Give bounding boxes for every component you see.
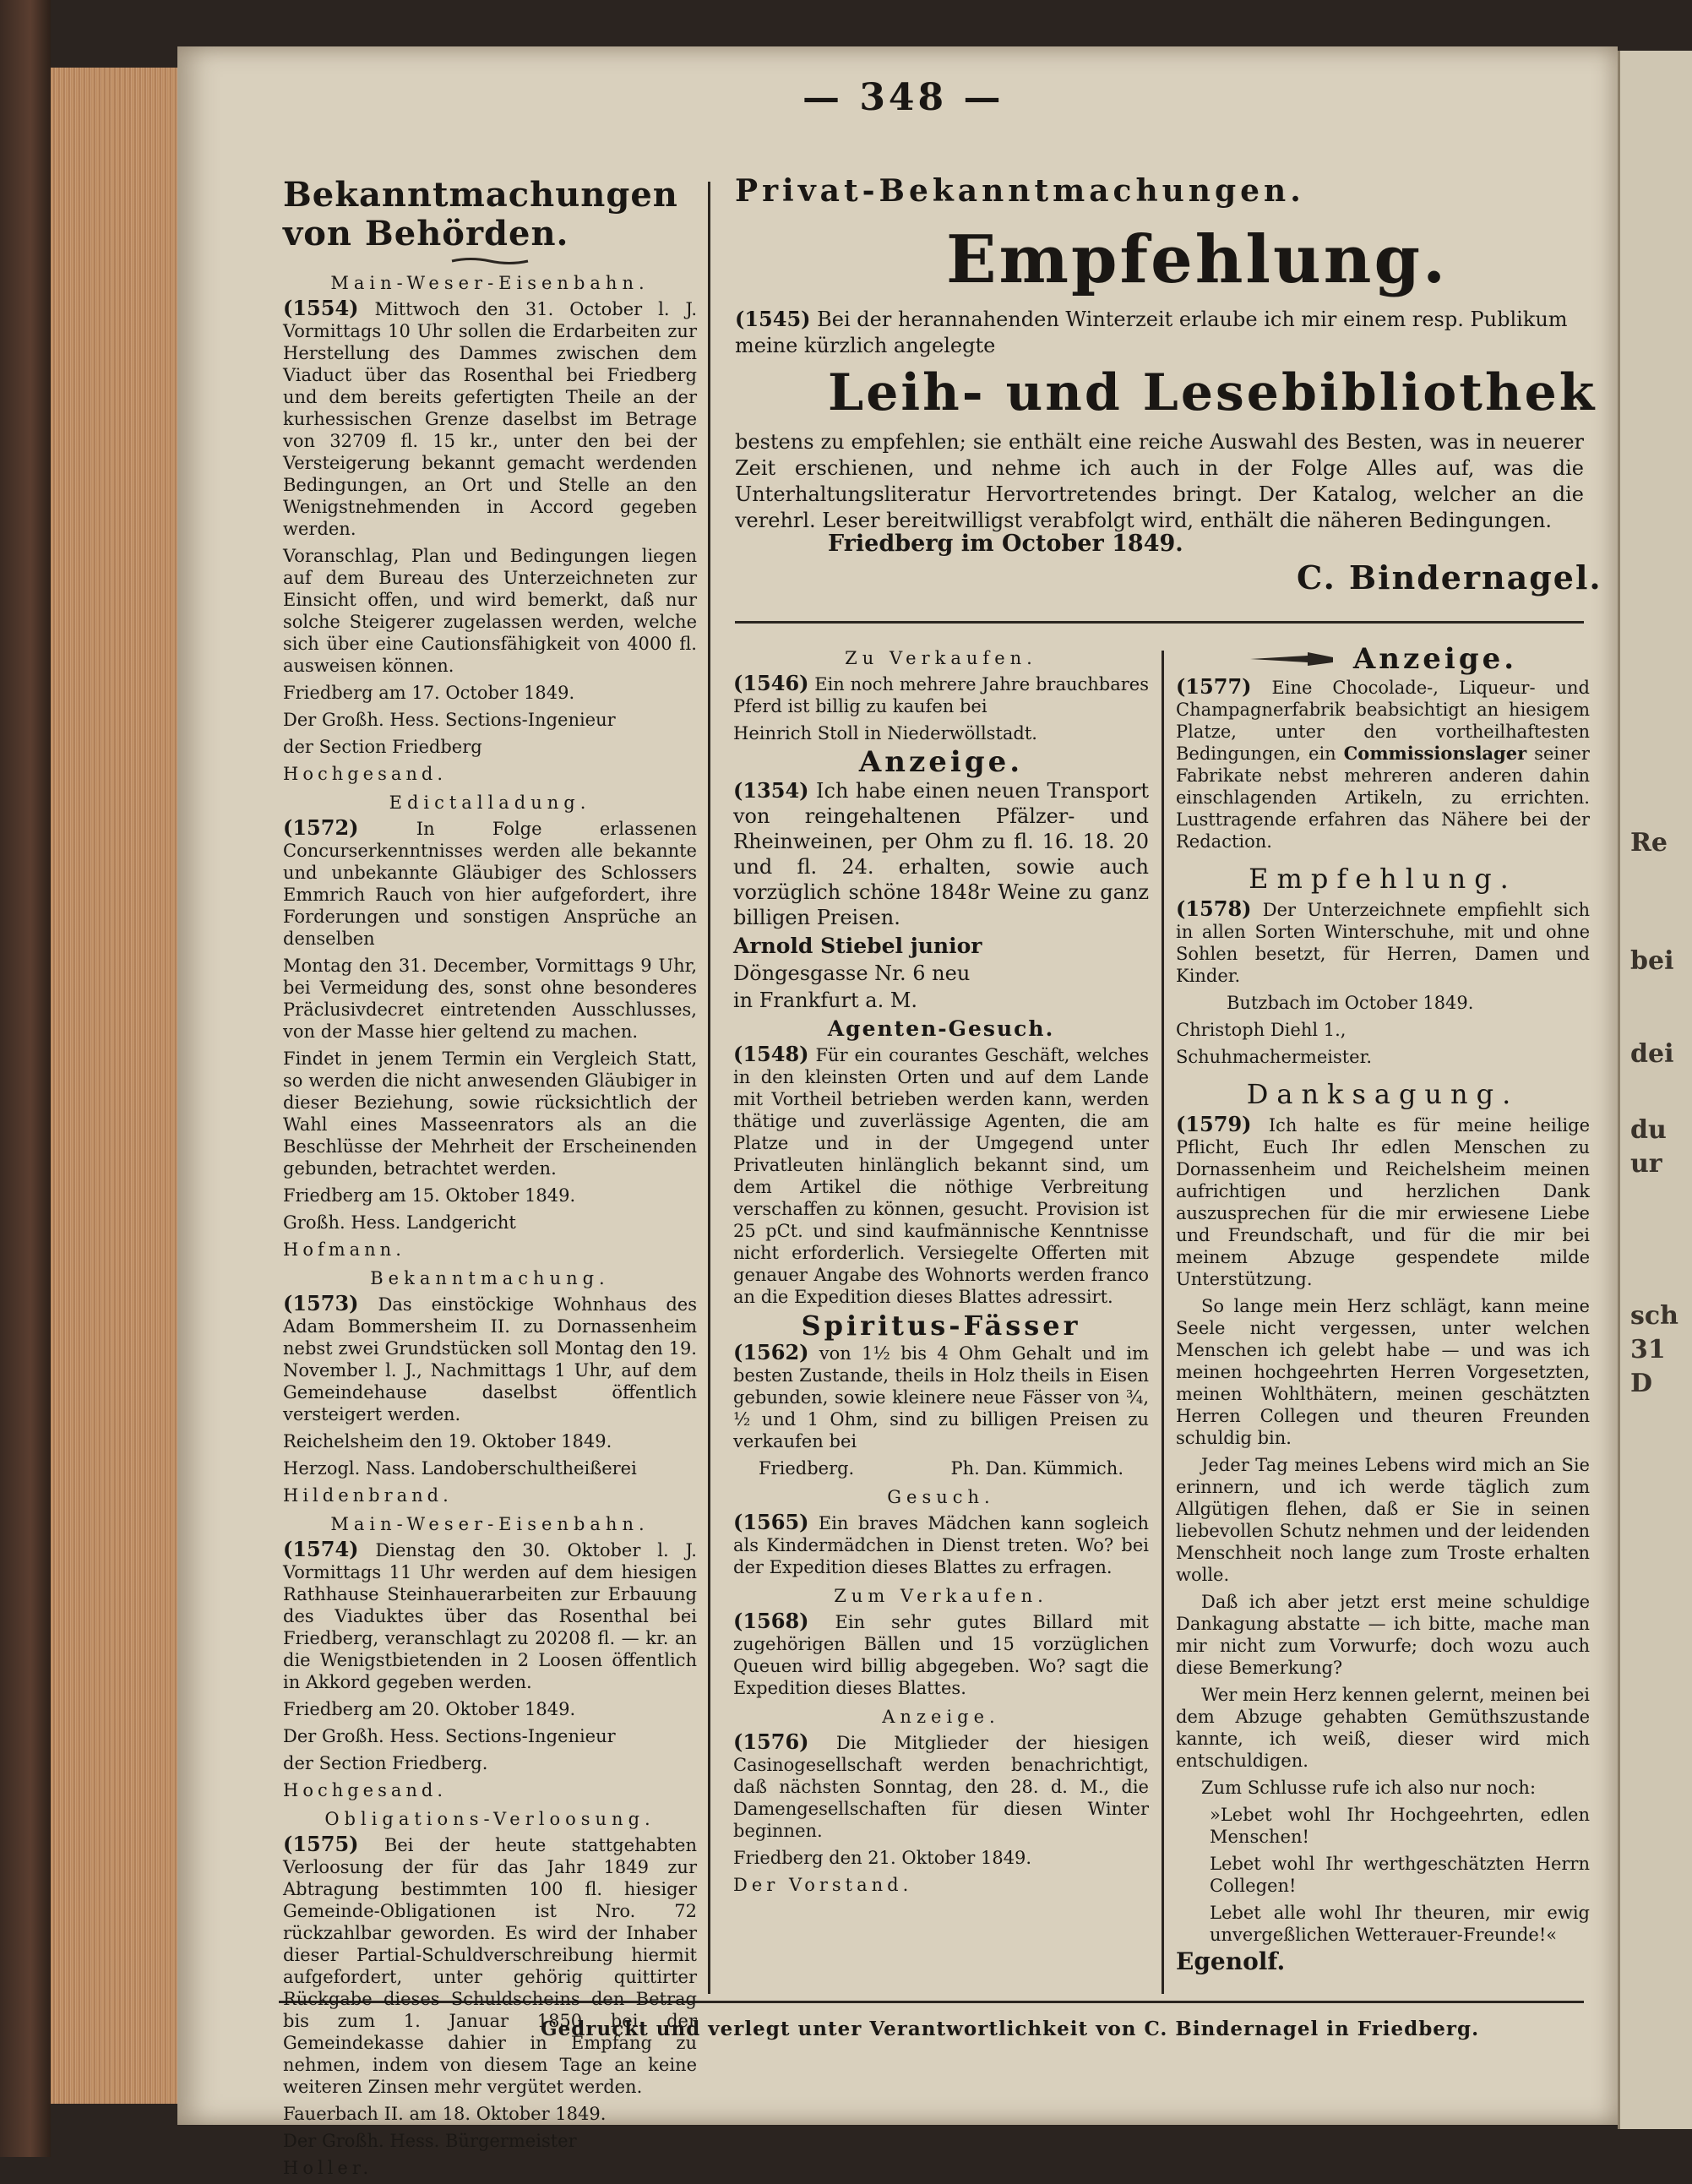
notice-text: Jeder Tag meines Lebens wird mich an Sie erinnern, und ich werde täglich zum Allgütigen flehen, daß er Sie in seinen liebevollen Schutz nehmen und der leidenden Menschheit noch lange zum Troste erhalten wolle. [1176, 1455, 1590, 1585]
ad-signature: C. Bindernagel. [1297, 558, 1602, 596]
notice-text: von 1½ bis 4 Ohm Gehalt und im besten Zustande, theils in Holz theils in Eisen gebunden, sowie kleinere neue Fässer von ¾, ½ und 1 Ohm, sind zu billigen Preisen zu verkaufen bei [733, 1343, 1149, 1451]
column-rule-left [708, 182, 710, 1994]
top-ad-rule [735, 621, 1584, 624]
notice-1572 [283, 817, 697, 950]
notice-text: Die Mitglieder der hiesigen Casinogesellschaft werden benachrichtigt, daß nächsten Sonntag, den 28. d. M., die Damengesellschaften für diesen Winter beginnen. [733, 1733, 1149, 1841]
notice-text: Montag den 31. December, Vormittags 9 Uhr, bei Vermeidung des, sonst ohne besonderes Präclusivdecret eintretenden Ausschlusses, von der Masse hier geltend zu machen. [283, 956, 697, 1042]
ad-place-date: Friedberg im October 1849. [828, 531, 1183, 557]
next-page-fragment: 31 [1630, 1335, 1666, 1364]
notice-signature: Hochgesand. [283, 764, 448, 784]
notice-text: seiner Fabrikate nebst mehreren anderen dahin einschlagenden Artikeln, zu errichten. Lusttragende erfahren das Nähere bei der Redaction. [1176, 743, 1590, 852]
notice-heading: Main-Weser-Eisenbahn. [330, 1514, 650, 1534]
notice-heading: Zu Verkaufen. [845, 648, 1037, 668]
notice-signature: in Frankfurt a. M. [733, 989, 918, 1012]
next-page-fragment: ur [1630, 1149, 1662, 1179]
next-page-edge [1618, 51, 1692, 2129]
notice-heading: Bekanntmachung. [370, 1268, 610, 1288]
notice-signature: Ph. Dan. Kümmich. [950, 1458, 1123, 1479]
notice-signature: Holler. [283, 2158, 373, 2178]
notice-place-date: Reichelsheim den 19. Oktober 1849. [283, 1431, 612, 1451]
notice-place-date: Friedberg am 20. Oktober 1849. [283, 1699, 576, 1719]
notice-number: (1568) [733, 1609, 809, 1633]
ad-1545-intro [735, 306, 1584, 359]
notice-signature-line [733, 1457, 1149, 1479]
notice-number: (1578) [1176, 896, 1252, 921]
notice-1579 [1176, 1114, 1590, 1290]
notice-signature: Hochgesand. [283, 1780, 448, 1800]
notice-quote: Lebet wohl Ihr werthgeschätzten Herrn Collegen! [1210, 1854, 1590, 1896]
notice-signature: Heinrich Stoll in Niederwöllstadt. [733, 723, 1037, 743]
notice-heading: Spiritus-Fässer [801, 1310, 1081, 1342]
notice-number: (1565) [733, 1510, 809, 1534]
notice-heading: Anzeige. [858, 745, 1024, 779]
middle-column [733, 640, 1149, 1901]
notice-number: (1354) [733, 778, 809, 803]
notice-signature: Großh. Hess. Landgericht [283, 1212, 516, 1233]
notice-text: Das einstöckige Wohnhaus des Adam Bommersheim II. zu Dornassenheim nebst zwei Grundstücken soll Montag den 19. November l. J., Nachmittags 1 Uhr, auf dem Gemeindehause daselbst öffentlich versteigert werden. [283, 1294, 697, 1424]
notice-text: In Folge erlassenen Concurserkenntnisses werden alle bekannte und unbekannte Gläubiger des Schlossers Emmrich Rauch von hier aufgefordert, ihre Forderungen und sonstigen Ansprüche an denselben [283, 819, 697, 949]
notice-heading: Gesuch. [887, 1487, 995, 1507]
section-title-authorities: Bekanntmachungen von Behörden. [283, 175, 678, 253]
notice-text: Daß ich aber jetzt erst meine schuldige Dankagung abstatte — ich bitte, mache man mir nicht zum Vorwurfe; doch wozu auch diese Bemerkung? [1176, 1592, 1590, 1678]
notice-heading-row [1176, 642, 1590, 676]
notice-heading: Edictalladung. [389, 792, 591, 813]
ad-1545-body: bestens zu empfehlen; sie enthält eine reiche Auswahl des Besten, was in neuerer Zeit erschienen, und nehme ich auch in der Folge Alles auf, was die Unterhaltungsliteratur Hervortretendes bringt. Der Katalog, welcher an die verehrl. Leser bereitwilligst verabfolgt wird, enthält die näheren Bedingungen. [735, 430, 1584, 532]
notice-1568 [733, 1610, 1149, 1699]
notice-number: (1573) [283, 1291, 359, 1315]
notice-text: Für ein courantes Geschäft, welches in den kleinsten Orten und auf dem Lande mit Vortheil betrieben werden kann, werden thätige und zuverlässige Agenten, die am Platze und in der Umgegend unter Privatleuten hinlänglich bekannt sind, um dem Artikel die nöthige Verbreitung verschaffen zu können, gesucht. Provision ist 25 pCt. und sind kaufmännische Kenntnisse nicht erforderlich. Versiegelte Offerten mit genauer Angabe des Wohnorts werden franco an die Expedition dieses Blattes adressirt. [733, 1045, 1149, 1307]
notice-text: Ein braves Mädchen kann sogleich als Kindermädchen in Dienst treten. Wo? bei der Expedition dieses Blattes zu erfragen. [733, 1513, 1149, 1577]
notice-text: Der Unterzeichnete empfiehlt sich in allen Sorten Winterschuhe, mit und ohne Sohlen besetzt, für Herren, Damen und Kinder. [1176, 900, 1590, 986]
next-page-fragment: dei [1630, 1039, 1674, 1069]
notice-1546 [733, 673, 1149, 717]
notice-heading: Zum Verkaufen. [834, 1586, 1048, 1606]
notice-signature: Hildenbrand. [283, 1485, 453, 1506]
notice-number: (1546) [733, 671, 809, 695]
notice-1565 [733, 1511, 1149, 1578]
notice-number: (1579) [1176, 1112, 1252, 1136]
notice-text: Dienstag den 30. Oktober l. J. Vormittags 11 Uhr werden auf dem hiesigen Rathhause Steinhauerarbeiten zur Erbauung des Viaduktes über das Rosenthal bei Friedberg, veranschlagt zu 20208 fl. — kr. an die Wenigstbietenden in 2 Loosen öffentlich in Akkord gegeben werden. [283, 1540, 697, 1692]
notice-number: (1576) [733, 1729, 809, 1754]
notice-quote: Lebet alle wohl Ihr theuren, mir ewig unvergeßlichen Wetterauer-Freunde!« [1210, 1903, 1590, 1945]
column-rule-right [1162, 651, 1164, 1994]
pointing-hand-icon [1249, 647, 1341, 671]
notice-number: (1574) [283, 1537, 359, 1561]
notice-text: Ein sehr gutes Billard mit zugehörigen Bällen und 15 vorzüglichen Queuen wird billig abgegeben. Wo? sagt die Expedition dieses Blattes. [733, 1612, 1149, 1698]
page-number: — 348 — [802, 76, 1004, 119]
ad-library-title: Leih- und Lesebibliothek [828, 363, 1597, 422]
notice-number: (1548) [733, 1042, 809, 1066]
left-column [283, 176, 697, 2184]
notice-1354 [733, 778, 1149, 930]
notice-text: Ich habe einen neuen Transport von reingehaltenen Pfälzer- und Rheinweinen, per Ohm zu fl. 16. 18. 20 und fl. 24. erhalten, sowie auch vorzüglich schöne 1848r Weine zu ganz billigen Preisen. [733, 779, 1149, 929]
notice-text: Eine Chocolade-, Liqueur- und Champagnerfabrik beabsichtigt an hiesigem Platze, unter den vortheilhaftesten Bedingungen, ein [1176, 678, 1590, 764]
next-page-fragment: bei [1630, 946, 1674, 976]
notice-signature: Der Großh. Hess. Bürgermeister [283, 2131, 577, 2151]
notice-1562 [733, 1342, 1149, 1452]
notice-signature: Herzogl. Nass. Landoberschultheißerei [283, 1458, 637, 1479]
notice-heading: Main-Weser-Eisenbahn. [330, 273, 650, 293]
notice-place-date: Friedberg den 21. Oktober 1849. [733, 1848, 1032, 1868]
page-edges [51, 68, 177, 2104]
private-notices-header: Privat-Bekanntmachungen. [735, 173, 1305, 209]
notice-heading: Anzeige. [882, 1707, 1000, 1727]
notice-number: (1562) [733, 1340, 809, 1364]
notice-heading: Obligations-Verloosung. [324, 1809, 656, 1829]
notice-emphasis: Commissionslager [1343, 743, 1527, 764]
notice-signature: Döngesgasse Nr. 6 neu [733, 961, 971, 985]
next-page-fragment: du [1630, 1115, 1667, 1145]
notice-1576 [733, 1731, 1149, 1842]
notice-number: (1577) [1176, 674, 1252, 699]
notice-heading: Danksagung. [1246, 1078, 1520, 1110]
notice-signature: Hofmann. [283, 1239, 405, 1260]
next-page-fragment: Re [1630, 828, 1668, 858]
right-column [1176, 640, 1590, 1978]
notice-number: (1572) [283, 815, 359, 840]
book-binding [0, 0, 51, 2157]
notice-signature: der Section Friedberg [283, 737, 482, 757]
notice-place-date: Friedberg am 15. Oktober 1849. [283, 1185, 576, 1206]
notice-place: Friedberg. [759, 1458, 855, 1479]
notice-text: Ich halte es für meine heilige Pflicht, Euch Ihr edlen Menschen zu Dornassenheim und Reichelsheim meinen aufrichtigen und herzlichen Dank auszusprechen für die mir erwiesene Liebe und Freundschaft, und für die mir bei meinem Abzuge gespendete milde Unterstützung. [1176, 1115, 1590, 1289]
notice-signature: Der Vorstand. [733, 1875, 913, 1895]
notice-number: (1575) [283, 1832, 359, 1856]
notice-signature: Christoph Diehl 1., [1176, 1020, 1347, 1040]
notice-text: Findet in jenem Termin ein Vergleich Statt, so werden die nicht anwesenden Gläubiger in dieser Beziehung, sowie rücksichtlich der Wahl eines Masseenrators als an die Beschlüsse der Mehrheit der Erscheinenden gebunden, betrachtet werden. [283, 1048, 697, 1179]
notice-quote: »Lebet wohl Ihr Hochgeehrten, edlen Menschen! [1210, 1805, 1590, 1847]
notice-1548 [733, 1043, 1149, 1308]
notice-signature: Der Großh. Hess. Sections-Ingenieur [283, 710, 616, 730]
notice-place-date: Butzbach im October 1849. [1227, 993, 1474, 1013]
notice-heading: Agenten-Gesuch. [827, 1016, 1055, 1041]
next-page-fragment: D [1630, 1369, 1653, 1398]
notice-signature: Der Großh. Hess. Sections-Ingenieur [283, 1726, 616, 1746]
printer-imprint: Gedruckt und verlegt unter Verantwortlichkeit von C. Bindernagel in Friedberg. [541, 2018, 1480, 2040]
notice-text: So lange mein Herz schlägt, kann meine Seele nicht vergessen, unter welchen Menschen ich gelebt habe — und was ich meinen hochgeehrten Herren Vorgesetzten, meinen Wohlthätern, meinen geschätzten Herren Collegen und theuren Freunden schuldig bin. [1176, 1296, 1590, 1448]
ornament-icon [452, 257, 528, 265]
notice-signature: Egenolf. [1176, 1947, 1286, 1975]
notice-text: Ein noch mehrere Jahre brauchbares Pferd ist billig zu kaufen bei [733, 674, 1149, 716]
next-page-fragment: sch [1630, 1301, 1678, 1331]
ad-title-empfehlung: Empfehlung. [946, 221, 1449, 298]
notice-signature: Schuhmachermeister. [1176, 1047, 1373, 1067]
notice-heading: Empfehlung. [1249, 863, 1517, 895]
notice-place-date: Fauerbach II. am 18. Oktober 1849. [283, 2104, 607, 2124]
notice-1578 [1176, 898, 1590, 987]
notice-text: Voranschlag, Plan und Bedingungen liegen auf dem Bureau des Unterzeichneten zur Einsicht offen, und wird bemerkt, daß nur solche Steigerer zugelassen werden, welche sich über eine Cautionsfähigkeit von 4000 fl. ausweisen können. [283, 546, 697, 676]
notice-signature: der Section Friedberg. [283, 1753, 488, 1773]
notice-1573 [283, 1293, 697, 1425]
notice-1575 [283, 1833, 697, 2098]
notice-1577 [1176, 676, 1590, 852]
notice-text: Bei der herannahenden Winterzeit erlaube ich mir einem resp. Publikum meine kürzlich angelegte [735, 308, 1568, 357]
notice-signature: Arnold Stiebel junior [733, 934, 982, 958]
notice-text: Wer mein Herz kennen gelernt, meinen bei dem Abzuge gehabten Gemüthszustande kannte, ich weiß, dieser wird mich entschuldigen. [1176, 1685, 1590, 1771]
notice-text: Bei der heute stattgehabten Verloosung der für das Jahr 1849 zur Abtragung bestimmten 100 fl. hiesiger Gemeinde-Obligationen ist Nro. 72 rückzahlbar geworden. Es wird der Inhaber dieser Partial-Schuldverschreibung hiermit aufgefordert, unter gehörig quittirter Rückgabe dieses Schuldscheins den Betrag bis zum 1. Januar 1850 bei der Gemeindekasse dahier in Empfang zu nehmen, indem von diesem Tage an keine weiteren Zinsen mehr vergütet werden. [283, 1835, 697, 2097]
notice-place-date: Friedberg am 17. October 1849. [283, 683, 575, 703]
notice-number: (1545) [735, 307, 811, 331]
notice-1574 [283, 1539, 697, 1693]
notice-text: Mittwoch den 31. October l. J. Vormittags 10 Uhr sollen die Erdarbeiten zur Herstellung des Dammes zwischen dem Viaduct über das Rosenthal bei Friedberg und dem bereits gefertigten Theile an der kurhessischen Grenze daselbst im Betrage von 32709 fl. 15 kr., unter den bei der Versteigerung bekannt gemacht werdenden Bedingungen, an Ort und Stelle an den Wenigstnehmenden in Accord gegeben werden. [283, 299, 697, 539]
notice-number: (1554) [283, 296, 359, 320]
notice-heading: Anzeige. [1352, 642, 1518, 676]
notice-text: Zum Schlusse rufe ich also nur noch: [1201, 1778, 1537, 1798]
notice-1554 [283, 297, 697, 540]
